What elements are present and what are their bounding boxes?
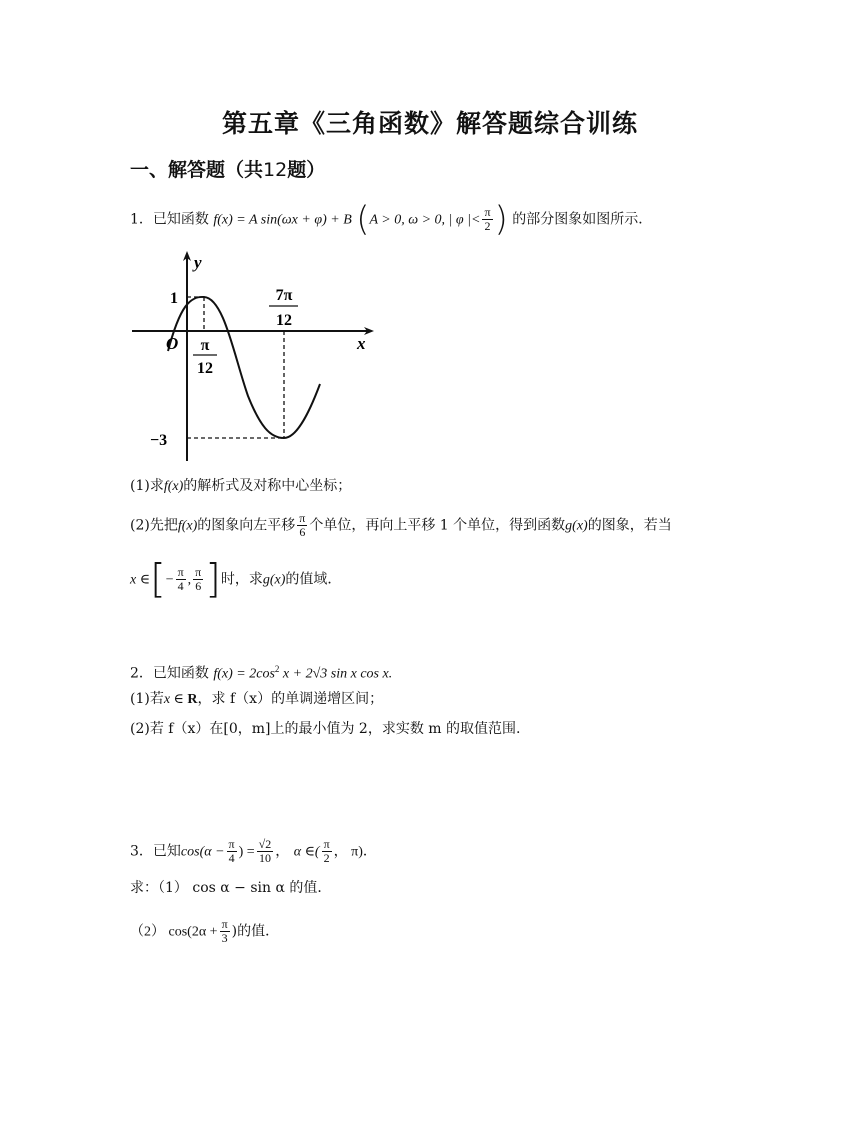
x-axis-label: x [357,334,366,353]
question-number: 1． [130,211,153,228]
part-text-tail: 的值域． [285,571,342,588]
section-count: 12 [263,159,288,181]
question-1-part-2 [130,512,672,539]
question-3-part-2 [130,918,279,945]
page-title: 第五章《三角函数》解答题综合训练 [221,109,638,138]
part-text: 时，求 [220,571,263,588]
fraction-pi-over-3: $\frac{\pi}{3}$ [221,917,228,945]
function-symbol: g(x) [262,572,286,588]
part-text: (2)先把 [130,517,178,534]
part-text-tail: 的解析式及对称中心坐标； [183,478,352,494]
section-label: 一、解答题（共 [130,159,264,181]
question-1-part-1 [130,476,351,497]
sine-curve [168,297,320,438]
tick-pi-12-denominator: 12 [197,360,213,377]
fraction-pi-over-2: $\frac{\pi}{2}$ [323,837,330,865]
function-symbol: f(x) [163,479,184,494]
question-text: 已知函数 [152,665,209,682]
y-max-label: 1 [170,290,178,307]
question-number: 3． [130,843,153,860]
exponent: 2 [274,664,280,674]
question-text: 已知 [152,843,181,860]
tick-pi-12-numerator: π [200,337,210,354]
question-2-stem [130,659,392,685]
function-expression-tail: x + 2√3 sin x cos x. [279,666,393,682]
question-2-part-2: (2)若 f（x）在[0，m]上的最小值为 2，求实数 m 的取值范围. [130,721,521,737]
part-text: 个单位，再向上平移 1 个单位，得到函数 [309,517,566,534]
fraction-sqrt2-over-10: $\frac{√2}{10}$ [258,837,272,865]
part-text-tail: )的值． [231,923,280,940]
alpha-range: α ∈( [293,844,320,860]
tick-7pi-12-denominator: 12 [276,312,292,329]
question-1-part-2-cont [130,556,342,603]
function-symbol: f(x) [177,518,198,534]
right-bracket: ] [205,556,221,603]
tick-7pi-12-numerator: 7π [275,287,293,304]
equals-sign: ) = [238,844,255,860]
function-graph [128,246,388,466]
question-2-part-1 [130,689,383,710]
domain-symbol: x ∈ [163,692,188,707]
left-bracket: [ [150,556,166,603]
fraction-pi-over-2: $\frac{\pi}{2}$ [484,205,491,233]
left-paren: ( [356,199,370,240]
right-paren: ) [494,199,508,240]
minus-sign: − [165,572,174,588]
fraction-pi-over-4: $\frac{\pi}{4}$ [228,837,235,865]
question-3-part-1: 求：（1） cos α − sin α 的值． [130,880,332,896]
question-text: 已知函数 [152,211,209,228]
function-expression: f(x) = 2cos [213,666,275,682]
part-text: （2） cos(2α + [130,924,218,940]
part-text: 的图象，若当 [587,517,672,534]
part-text: (1)求 [130,478,164,494]
part-text: 的图象向左平移 [197,517,296,534]
fraction-pi-over-6: $\frac{\pi}{6}$ [299,511,306,539]
real-set-symbol: R [187,692,198,707]
question-3-stem [130,838,377,865]
question-number: 2． [130,665,153,682]
domain-symbol: x ∈ [130,572,151,588]
cos-expression: cos(α − [180,844,225,860]
comma: , [187,572,192,588]
separator: ， [275,843,290,860]
origin-label: O [166,334,179,353]
question-1-stem [130,199,653,240]
y-axis-label: y [194,253,202,272]
question-text-tail: 的部分图象如图所示． [512,211,653,228]
function-expression: f(x) = A sin(ωx + φ) + B [213,212,352,228]
part-text-tail: ，求 f（x）的单调递增区间； [197,691,384,707]
range-end: ， π) [333,844,363,860]
fraction-pi-over-4: $\frac{\pi}{4}$ [177,565,184,593]
period: ． [362,843,377,860]
condition-expression: A > 0, ω > 0, | φ |< [369,212,481,228]
y-min-label: −3 [150,432,168,449]
section-heading [130,155,325,182]
section-suffix: 题） [287,159,326,181]
part-text: (1)若 [130,691,164,707]
function-symbol: g(x) [565,518,588,534]
fraction-pi-over-6: $\frac{\pi}{6}$ [195,565,202,593]
